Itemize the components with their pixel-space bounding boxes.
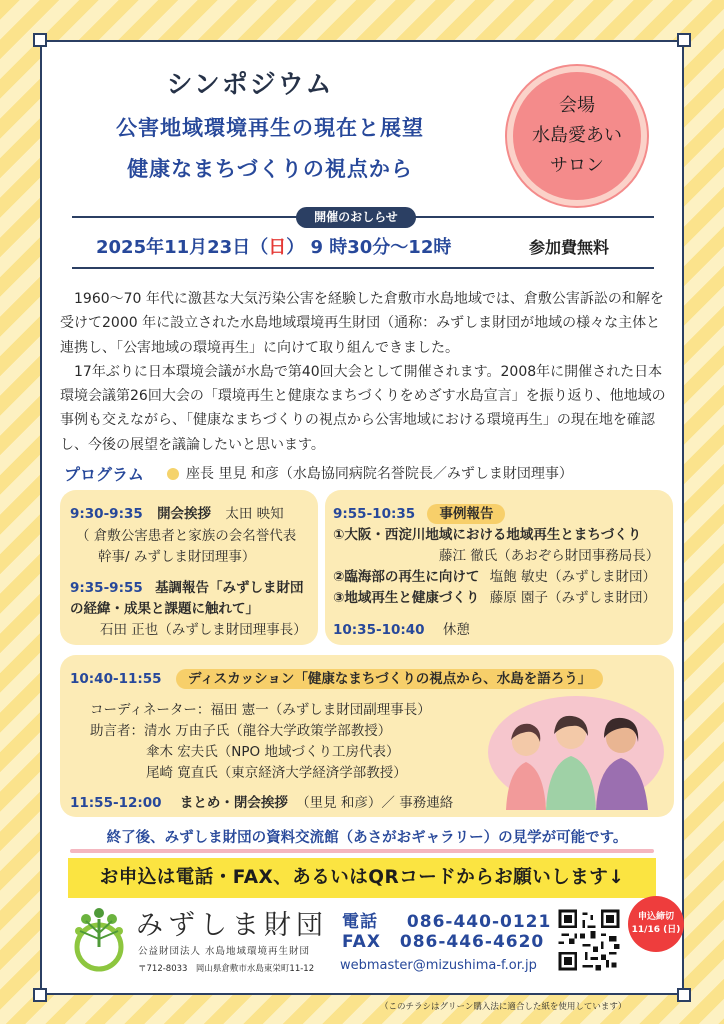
discussion-row xyxy=(70,667,603,687)
venue-line-1: 水島愛あい xyxy=(532,125,622,146)
opening-speaker: 太田 映知 xyxy=(225,506,284,522)
adviser-label: 助言者： xyxy=(90,723,144,739)
venue-line-2: サロン xyxy=(550,155,604,176)
pink-underline xyxy=(70,849,654,853)
adviser-2: 傘木 宏夫氏（NPO 地域づくり工房代表） xyxy=(146,744,400,760)
org-subtitle: 公益財団法人 水島地域環境再生財団 xyxy=(138,946,311,957)
org-name: みずしま財団 xyxy=(136,910,328,941)
date-text: 2025年11月23日（ xyxy=(96,237,269,258)
discussion-title: ディスカッション「健康なまちづくりの視点から、水島を語ろう」 xyxy=(176,669,603,689)
program-box-cases xyxy=(325,490,673,645)
case-item-2-row xyxy=(333,565,656,585)
case-item-3-row xyxy=(333,586,656,606)
frame-corner xyxy=(677,988,691,1002)
discussion-time: 10:40-11:55 xyxy=(70,671,162,687)
tel-label: 電話 xyxy=(342,912,378,932)
opening-note-1: （ 倉敷公害患者と家族の会名誉代表 xyxy=(76,528,297,544)
case-item-1: ①大阪・西淀川地域における地域再生とまちづくり xyxy=(333,527,642,543)
cases-title: 事例報告 xyxy=(427,504,505,524)
closing-row xyxy=(70,791,453,811)
adviser-3: 尾崎 寛直氏（東京経済大学経済学部教授） xyxy=(146,765,407,781)
deadline-label: 申込締切 xyxy=(637,912,674,922)
venue-label: 会場 xyxy=(559,95,595,116)
chair-text: 座長 里見 和彦（水島協同病院名誉院長／みずしま財団理事） xyxy=(186,466,573,482)
apply-banner: お申込は電話・FAX、あるいはQRコードからお願いします↓ xyxy=(68,858,656,898)
tel-number[interactable]: 086-440-0121 xyxy=(406,912,552,932)
intro-paragraph-2: 17年ぶりに日本環境会議が水島で第40回大会として開催されます。2008年に開催された日本環境会議第26回大会の「環境再生と健康なまちづくりをめざす水島宣言」を振り返り、他地域の事例も交えながら、「健康なまちづくりの視点から公害地域における環境再生」の現在地を確認し、今後の展望を議論したいと思います。 xyxy=(60,363,666,453)
keynote-title-1: 基調報告「みずしま財団 xyxy=(155,580,304,596)
intro-paragraph-1: 1960～70 年代に激甚な大気汚染公害を経験した倉敷市水島地域では、倉敷公害訴訟の和解を受けて2000 年に設立された水島地域環境再生財団（通称：みずしま財団が地域の様々な主体と連携し、「公害地域の環境再生」に向けて取り組んできました。 xyxy=(60,291,664,356)
break-label: 休憩 xyxy=(442,622,470,638)
people-illustration xyxy=(486,690,666,810)
coordinator: コーディネーター：福田 憲一（みずしま財団副理事長） xyxy=(90,702,431,718)
divider xyxy=(72,267,654,269)
keynote-time: 9:35-9:55 xyxy=(70,580,143,596)
opening-row xyxy=(70,502,284,522)
fee-label: 参加費無料 xyxy=(529,238,610,257)
case-item-3: ③地域再生と健康づくり xyxy=(333,590,480,606)
break-time: 10:35-10:40 xyxy=(333,622,425,638)
org-address: 〒712-8033 岡山県倉敷市水島東栄町11-12 xyxy=(138,964,315,974)
bullet-dot xyxy=(167,468,179,480)
case-item-2-speaker: 塩飽 敏史（みずしま財団） xyxy=(489,569,657,585)
program-label: プログラム xyxy=(64,465,144,484)
closing-title: まとめ・閉会挨拶 xyxy=(179,795,288,811)
case-item-1-speaker: 藤江 徹氏（あおぞら財団事務局長） xyxy=(439,548,660,564)
opening-time: 9:30-9:35 xyxy=(70,506,143,522)
date-time: ） 9 時30分～12時 xyxy=(286,237,452,258)
closing-note: （里見 和彦）／ 事務連絡 xyxy=(296,795,454,811)
fax-number: 086-446-4620 xyxy=(399,932,545,952)
break-row xyxy=(333,618,470,638)
opening-title: 開会挨拶 xyxy=(157,506,212,522)
page-title: シンポジウム xyxy=(166,70,334,100)
frame-corner xyxy=(677,33,691,47)
keynote-speaker: 石田 正也（みずしま財団理事長） xyxy=(100,622,307,638)
frame-corner xyxy=(33,33,47,47)
date-day: 日 xyxy=(268,237,287,258)
after-event-note: 終了後、みずしま財団の資料交流館（あさがおギャラリー）の見学が可能です。 xyxy=(106,830,628,846)
keynote-title-2: の経緯・成果と課題に触れて」 xyxy=(70,601,259,617)
qr-code-icon[interactable] xyxy=(556,907,622,973)
fax-label: FAX xyxy=(342,932,381,952)
event-date xyxy=(96,233,451,259)
tel-row xyxy=(342,907,551,932)
cases-time: 9:55-10:35 xyxy=(333,506,416,522)
email-link[interactable]: webmaster@mizushima-f.or.jp xyxy=(340,958,537,973)
deadline-badge xyxy=(628,896,684,952)
case-item-2: ②臨海部の再生に向けて xyxy=(333,569,480,585)
notice-pill: 開催のおしらせ xyxy=(296,207,416,228)
case-item-3-speaker: 藤原 園子（みずしま財団） xyxy=(489,590,657,606)
cases-row xyxy=(333,502,505,522)
intro-text xyxy=(60,287,668,457)
venue-badge xyxy=(507,66,647,206)
paper-note: （このチラシはグリーン購入法に適合した紙を使用しています） xyxy=(380,1002,627,1012)
opening-note-2: 幹事/ みずしま財団理事） xyxy=(98,549,256,565)
subtitle-1: 公害地域環境再生の現在と展望 xyxy=(116,116,424,140)
deadline-date: 11/16 (日) xyxy=(631,925,681,935)
adviser-1: 清水 万由子氏（龍谷大学政策学部教授） xyxy=(144,723,392,739)
program-box-opening xyxy=(60,490,318,645)
fax-row xyxy=(342,932,544,952)
keynote-row xyxy=(70,576,304,596)
adviser-row-1 xyxy=(90,719,391,739)
closing-time: 11:55-12:00 xyxy=(70,795,162,811)
foundation-logo-icon xyxy=(66,903,132,975)
subtitle-2: 健康なまちづくりの視点から xyxy=(127,157,413,181)
frame-corner xyxy=(33,988,47,1002)
